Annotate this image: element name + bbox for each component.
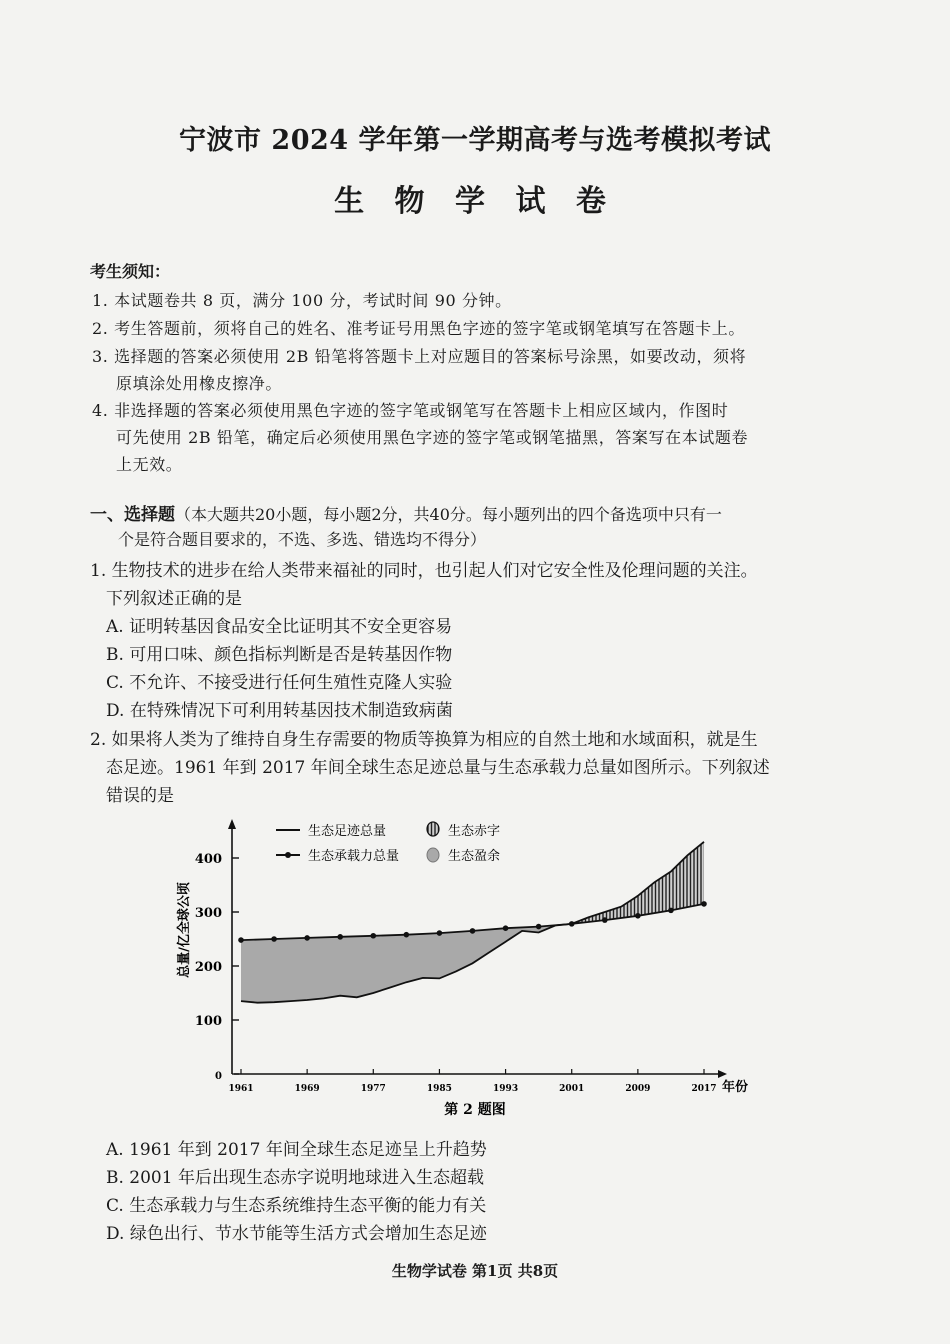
- capacity-point: [437, 930, 443, 936]
- x-tick-label: 1993: [493, 1084, 519, 1094]
- section-desc-line2: 个是符合题目要求的，不选、多选、错选均不得分）: [118, 530, 487, 549]
- question-2-option-d: D. 绿色出行、节水节能等生活方式会增加生态足迹: [106, 1224, 487, 1244]
- y-tick-label: 0: [215, 1071, 222, 1082]
- capacity-point: [635, 913, 641, 919]
- capacity-point: [602, 917, 608, 923]
- capacity-point: [304, 935, 310, 941]
- capacity-point: [271, 936, 277, 942]
- question-1-stem-2: 下列叙述正确的是: [106, 589, 242, 609]
- chart-caption: 第 2 题图: [444, 1102, 506, 1118]
- x-tick-label: 2001: [559, 1084, 585, 1094]
- legend-deficit-swatch: [427, 822, 439, 836]
- legend-surplus-swatch: [427, 848, 439, 862]
- capacity-point: [404, 932, 410, 938]
- page-footer: 生物学试卷 第1页 共8页: [391, 1262, 559, 1280]
- exam-title: 宁波市 2024 学年第一学期高考与选考模拟考试: [179, 125, 771, 156]
- notice-line: 2. 考生答题前，须将自己的姓名、准考证号用黑色字迹的签字笔或钢笔填写在答题卡上。: [92, 319, 745, 338]
- section-desc: （本大题共20小题，每小题2分，共40分。每小题列出的四个备选项中只有一: [175, 505, 722, 524]
- question-2-stem-3: 错误的是: [106, 786, 174, 806]
- question-1-stem: 1. 生物技术的进步在给人类带来福祉的同时，也引起人们对它安全性及伦理问题的关注。: [90, 561, 758, 581]
- question-2-stem: 2. 如果将人类为了维持自身生存需要的物质等换算为相应的自然土地和水域面积，就是生: [90, 730, 758, 750]
- capacity-point: [470, 928, 476, 934]
- notice-line: 原填涂处用橡皮擦净。: [116, 374, 283, 393]
- question-1-option-a: A. 证明转基因食品安全比证明其不安全更容易: [106, 617, 453, 637]
- y-tick-label: 400: [194, 852, 222, 867]
- y-axis-label: 总量/亿全球公顷: [177, 882, 192, 978]
- legend-deficit-label: 生态赤字: [448, 824, 501, 839]
- legend-capacity-marker: [285, 852, 291, 858]
- capacity-point: [503, 925, 509, 931]
- x-axis-arrow: [718, 1070, 727, 1078]
- notice-line: 可先使用 2B 铅笔，确定后必须使用黑色字迹的签字笔或钢笔描黑，答案写在本试题卷: [116, 428, 749, 447]
- capacity-point: [370, 933, 376, 939]
- question-2-option-b: B. 2001 年后出现生态赤字说明地球进入生态超载: [106, 1168, 484, 1188]
- notice-line: 3. 选择题的答案必须使用 2B 铅笔将答题卡上对应题目的答案标号涂黑，如要改动，须将: [92, 347, 747, 366]
- y-tick-label: 200: [194, 960, 222, 975]
- x-tick-label: 1969: [294, 1084, 320, 1094]
- capacity-point: [238, 937, 244, 943]
- x-tick-label: 2009: [625, 1084, 651, 1094]
- y-tick-label: 100: [194, 1014, 222, 1029]
- y-tick-label: 300: [194, 906, 222, 921]
- capacity-point: [701, 901, 707, 907]
- capacity-point: [337, 934, 343, 940]
- notice-line: 上无效。: [116, 455, 183, 474]
- question-1-option-b: B. 可用口味、颜色指标判断是否是转基因作物: [106, 645, 453, 665]
- notice-heading: 考生须知：: [90, 262, 171, 281]
- x-tick-label: 2017: [691, 1084, 717, 1094]
- question-1-option-d: D. 在特殊情况下可利用转基因技术制造致病菌: [106, 701, 453, 721]
- question-2-stem-2: 态足迹。1961 年到 2017 年间全球生态足迹总量与生态承载力总量如图所示。下列叙述: [106, 758, 770, 778]
- question-1-option-c: C. 不允许、不接受进行任何生殖性克隆人实验: [106, 673, 453, 693]
- exam-subject: 生 物 学 试 卷: [334, 184, 616, 219]
- capacity-point: [536, 924, 542, 930]
- capacity-point: [668, 908, 674, 914]
- section-label: 一、选择题: [90, 505, 175, 525]
- question-2-option-a: A. 1961 年到 2017 年间全球生态足迹呈上升趋势: [106, 1140, 487, 1160]
- x-tick-label: 1961: [228, 1084, 254, 1094]
- notice-line: 4. 非选择题的答案必须使用黑色字迹的签字笔或钢笔写在答题卡上相应区域内，作图时: [92, 401, 729, 420]
- x-tick-label: 1977: [360, 1084, 386, 1094]
- x-tick-label: 1985: [426, 1084, 452, 1094]
- legend-capacity-label: 生态承载力总量: [308, 849, 400, 864]
- legend-footprint-label: 生态足迹总量: [308, 824, 387, 839]
- deficit-area: [572, 842, 704, 924]
- question-2-option-c: C. 生态承载力与生态系统维持生态平衡的能力有关: [106, 1196, 487, 1216]
- legend-surplus-label: 生态盈余: [448, 849, 501, 864]
- y-axis-arrow: [228, 819, 236, 829]
- x-axis-label: 年份: [722, 1080, 749, 1095]
- capacity-point: [569, 921, 575, 927]
- notice-line: 1. 本试题卷共 8 页，满分 100 分，考试时间 90 分钟。: [92, 291, 512, 310]
